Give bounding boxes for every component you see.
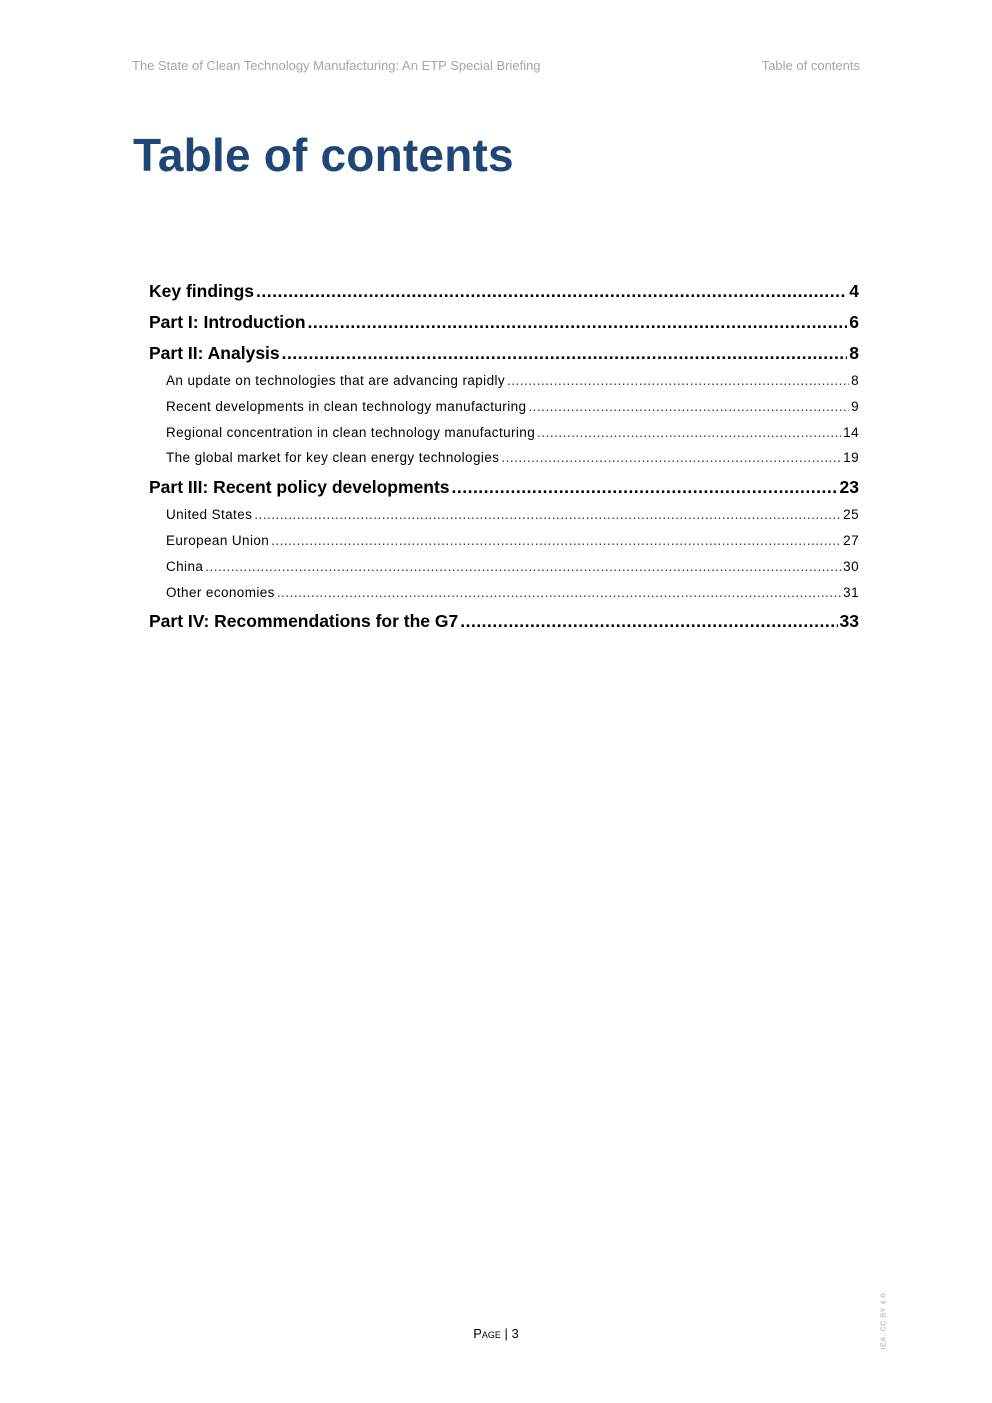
dot-leader (205, 557, 841, 577)
toc-entry-page: 23 (839, 477, 859, 498)
footer-page-number: 3 (511, 1326, 519, 1341)
toc-entry-page: 8 (851, 373, 859, 388)
toc-entry-page: 31 (843, 584, 859, 600)
toc-entry-label: Part IV: Recommendations for the G7 (149, 611, 459, 632)
toc-entry-china[interactable] (149, 557, 859, 583)
footer-page-word: Page (473, 1326, 501, 1341)
toc-entry-page: 30 (843, 558, 859, 574)
toc-entry-page: 4 (849, 281, 859, 301)
toc-entry-united-states[interactable] (149, 505, 859, 531)
dot-leader (452, 474, 838, 500)
toc-entry-label: Part II: Analysis (149, 343, 280, 363)
dot-leader (537, 423, 841, 443)
page-title: Table of contents (133, 129, 514, 181)
toc-entry-page: 14 (843, 424, 859, 440)
toc-entry-technologies-advancing[interactable] (149, 371, 859, 397)
running-header (132, 58, 860, 73)
toc-entry-label: Key findings (149, 281, 255, 301)
toc-entry-part-1-introduction[interactable] (149, 309, 859, 340)
dot-leader (528, 397, 849, 417)
toc-entry-global-market[interactable] (149, 448, 859, 474)
toc-entry-label: Recent developments in clean technology manufacturing (166, 398, 527, 414)
header-section-title: Table of contents (761, 58, 860, 73)
toc-entry-page: 25 (843, 507, 859, 523)
dot-leader (501, 448, 841, 468)
toc-entry-other-economies[interactable] (149, 583, 859, 609)
toc-entry-label: Other economies (166, 584, 275, 600)
toc-entry-label: An update on technologies that are advancing rapidly (166, 373, 506, 388)
footer-separator: | (504, 1326, 508, 1341)
toc-entry-part-4-recommendations[interactable] (149, 608, 859, 639)
license-notice: IEA. CC BY 4.0. (880, 1290, 888, 1350)
dot-leader (277, 583, 841, 603)
toc-entry-european-union[interactable] (149, 531, 859, 557)
toc-entry-key-findings[interactable] (149, 278, 859, 309)
toc-entry-page: 6 (849, 312, 859, 332)
table-of-contents (149, 278, 859, 639)
header-document-title: The State of Clean Technology Manufacturing: An ETP Special Briefing (132, 58, 541, 73)
toc-entry-label: China (166, 558, 204, 574)
toc-entry-page: 8 (849, 343, 859, 363)
toc-entry-page: 33 (839, 611, 859, 632)
toc-entry-label: Regional concentration in clean technology manufacturing (166, 424, 536, 440)
dot-leader (507, 371, 849, 391)
dot-leader (256, 278, 847, 304)
toc-entry-page: 9 (851, 398, 859, 414)
page-footer (0, 1326, 992, 1341)
toc-entry-page: 19 (843, 450, 859, 466)
toc-entry-part-2-analysis[interactable] (149, 340, 859, 371)
dot-leader (460, 608, 837, 634)
toc-entry-label: The global market for key clean energy technologies (166, 450, 500, 466)
toc-entry-label: Part III: Recent policy developments (149, 477, 450, 498)
toc-entry-label: United States (166, 507, 253, 523)
dot-leader (271, 531, 841, 551)
toc-entry-label: European Union (166, 532, 270, 548)
toc-entry-label: Part I: Introduction (149, 312, 306, 332)
toc-entry-part-3-policy[interactable] (149, 474, 859, 505)
toc-entry-regional-concentration[interactable] (149, 423, 859, 449)
toc-entry-recent-developments[interactable] (149, 397, 859, 423)
toc-entry-page: 27 (843, 532, 859, 548)
dot-leader (308, 309, 848, 335)
dot-leader (282, 340, 848, 366)
dot-leader (254, 505, 841, 525)
